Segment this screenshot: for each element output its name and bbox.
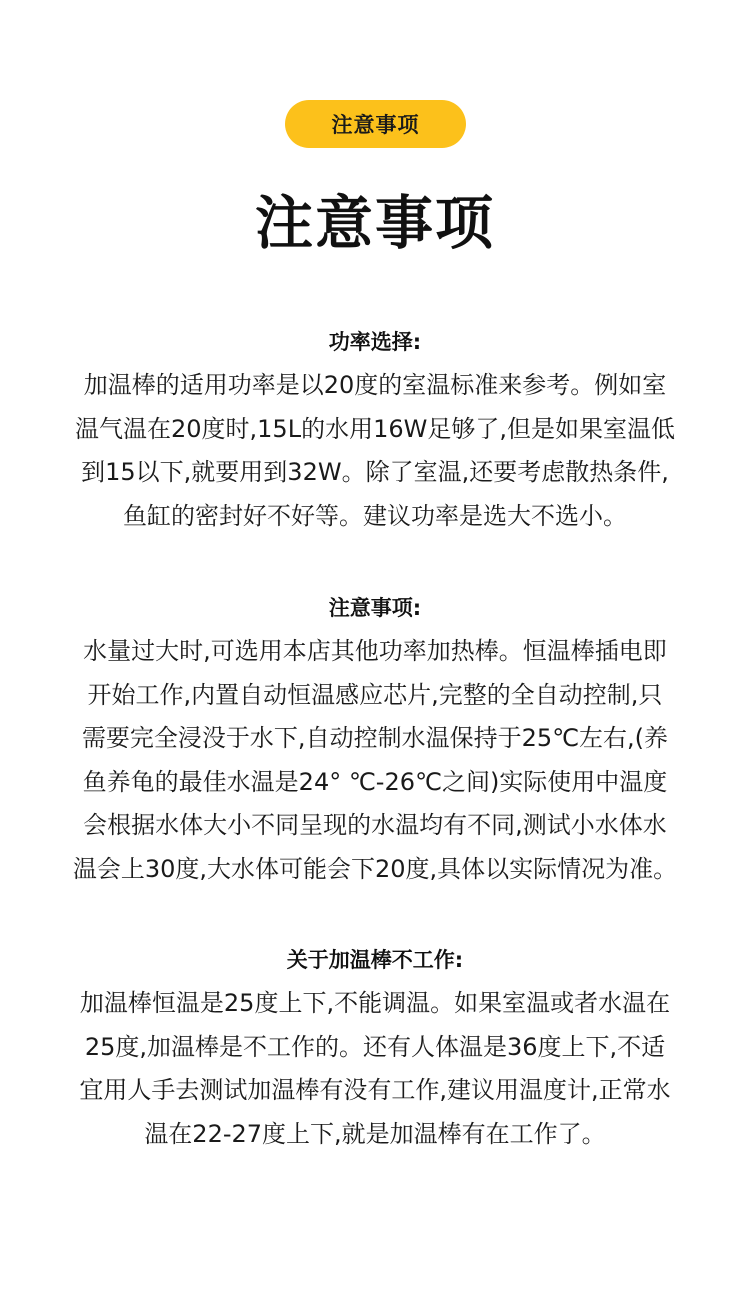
paragraph-line: 开始工作,内置自动恒温感应芯片,完整的全自动控制,只	[87, 680, 663, 709]
paragraph-line: 需要完全浸没于水下,自动控制水温保持于25℃左右,(养	[81, 724, 669, 752]
paragraph-line: 到15以下,就要用到32W。除了室温,还要考虑散热条件,	[81, 458, 669, 486]
section-heater-not-working	[0, 946, 750, 1156]
section-heading: 关于加温棒不工作:	[286, 948, 464, 972]
paragraph-line: 加温棒恒温是25度上下,不能调温。如果室温或者水温在	[79, 989, 671, 1017]
paragraph-line: 温气温在20度时,15L的水用16W足够了,但是如果室温低	[75, 414, 675, 443]
paragraph-line: 温在22-27度上下,就是加温棒有在工作了。	[144, 1119, 606, 1148]
section-precautions	[0, 594, 750, 891]
paragraph-line: 宜用人手去测试加温棒有没有工作,建议用温度计,正常水	[79, 1076, 671, 1104]
paragraph-line: 加温棒的适用功率是以20度的室温标准来参考。例如室	[83, 371, 667, 399]
section-heading: 功率选择:	[328, 330, 422, 354]
paragraph-line: 温会上30度,大水体可能会下20度,具体以实际情况为准。	[72, 854, 678, 883]
section-badge-label: 注意事项	[331, 113, 420, 137]
section-badge	[285, 100, 466, 148]
paragraph-line: 水量过大时,可选用本店其他功率加热棒。恒温棒插电即	[83, 637, 667, 665]
section-heading: 注意事项:	[328, 596, 422, 620]
paragraph-line: 25度,加温棒是不工作的。还有人体温是36度上下,不适	[84, 1032, 666, 1061]
paragraph-line: 鱼养龟的最佳水温是24° ℃-26℃之间)实际使用中温度	[82, 767, 668, 796]
page-title: 注意事项	[254, 189, 495, 257]
section-power-selection	[0, 328, 750, 538]
paragraph-line: 鱼缸的密封好不好等。建议功率是选大不选小。	[123, 501, 627, 530]
paragraph-line: 会根据水体大小不同呈现的水温均有不同,测试小水体水	[83, 811, 667, 839]
